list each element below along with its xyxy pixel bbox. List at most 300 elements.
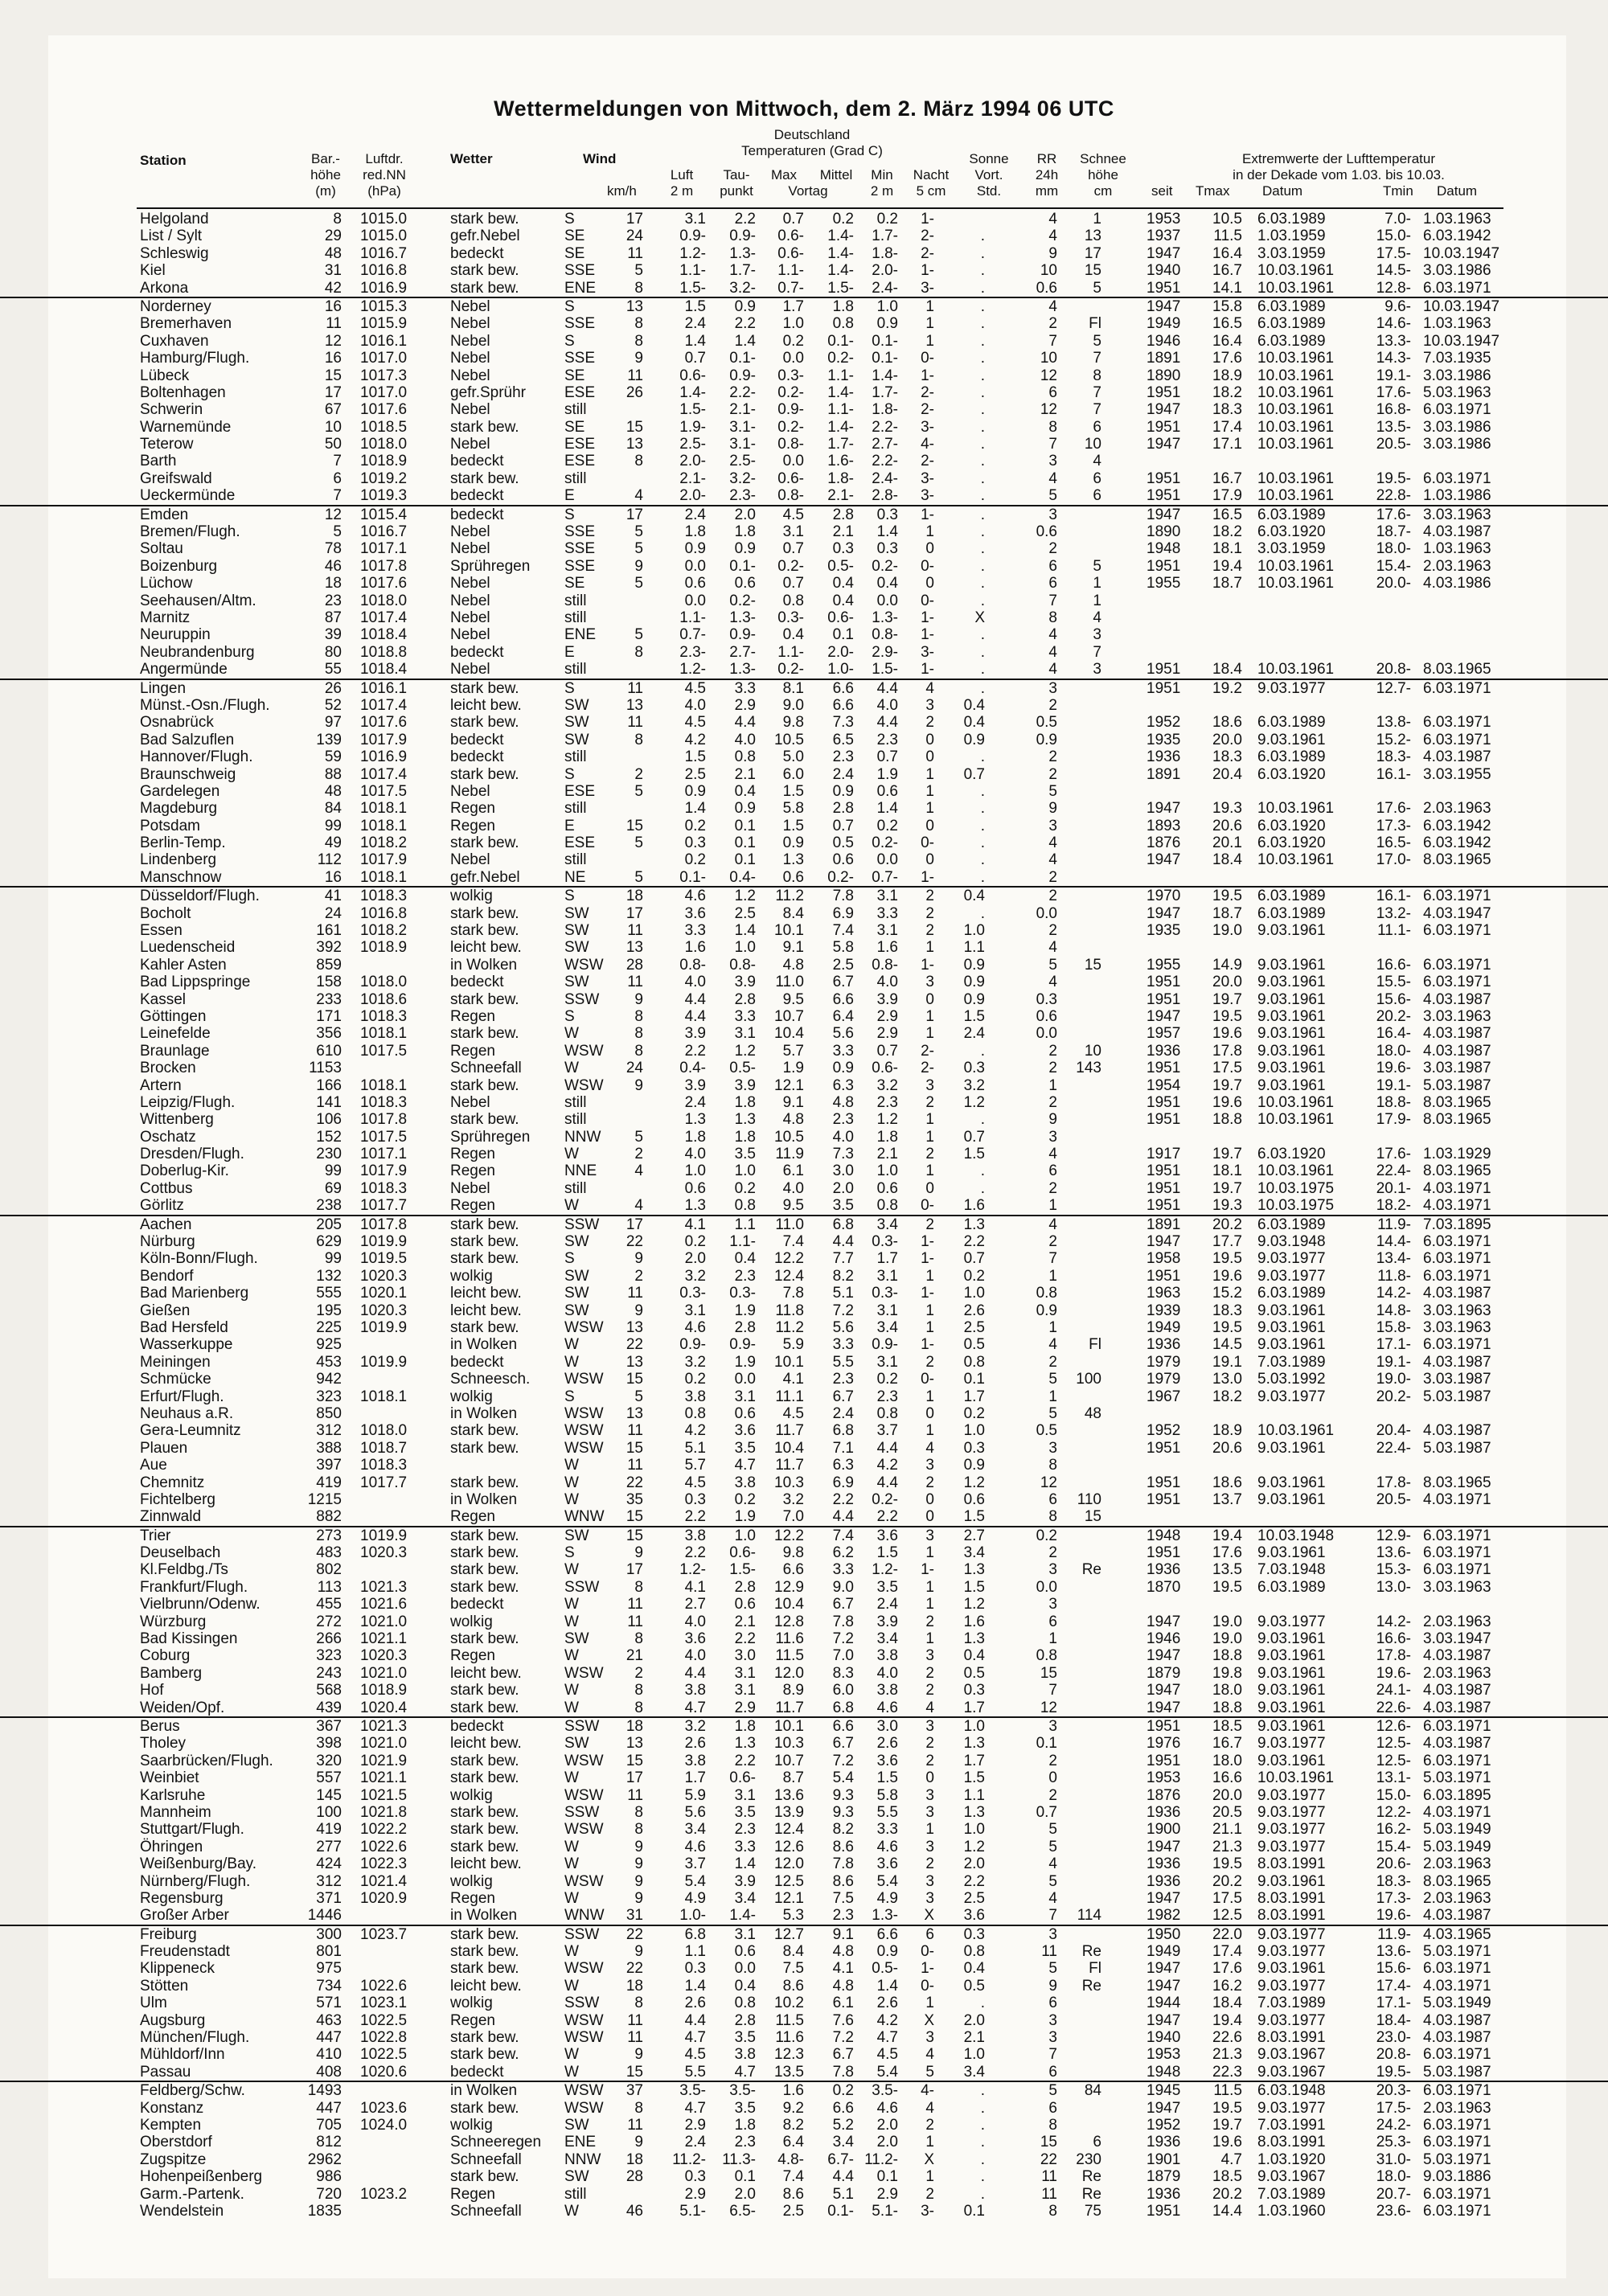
weather: stark bew.	[450, 834, 519, 852]
table-row: Würzburg 272 1021.0 wolkig W 11 4.0 2.1 12.8 7.8 3.9 2 1.6 6 1947 19.0 9.03.1977 -14.2 2.03.1963	[140, 1613, 1491, 1630]
record-since: 1951	[1147, 487, 1181, 505]
station-name: Emden	[140, 506, 189, 523]
record-tmax-date: 6.03.1920	[1257, 523, 1326, 541]
record-tmax-date: 9.03.1967	[1257, 2046, 1326, 2064]
station-name: Würzburg	[140, 1613, 207, 1630]
pressure: 1022.6	[360, 1838, 408, 1855]
record-tmin-date: 6.03.1971	[1423, 2082, 1491, 2100]
record-tmin-date: 4.03.1987	[1423, 1647, 1491, 1665]
table-row: Norderney 16 1015.3 Nebel S 13 1.5 0.9 1.7 1.8 1.0 1 . 4 1947 15.8 6.03.1989 -9.6 10.03.1947	[140, 297, 1500, 315]
weather: Nebel	[450, 401, 490, 419]
record-tmax-date: 7.03.1989	[1257, 1995, 1326, 2012]
wind-direction: SSW	[564, 1925, 600, 1943]
table-row: Meiningen 453 1019.9 bedeckt W 13 3.2 1.9 10.1 5.5 3.1 2 0.8 2 1979 19.1 7.03.1989 -19.1 4.03.1987	[140, 1353, 1491, 1371]
header-datum-min: Datum	[1437, 183, 1478, 199]
record-tmax-date: 9.03.1977	[1257, 1943, 1326, 1961]
record-tmax-date: 9.03.1977	[1257, 1250, 1326, 1268]
table-row: Leipzig/Flugh. 141 1018.3 Nebel still 2.4 1.8 9.1 4.8 2.3 2 1.2 2 1951 19.6 10.03.1961 -18.8 8.03.1965	[140, 1093, 1491, 1111]
station-name: Leipzig/Flugh.	[140, 1093, 236, 1111]
header-seit: seit	[1151, 183, 1173, 199]
pressure: 1019.9	[360, 1319, 408, 1336]
wind-direction: SW	[564, 974, 589, 991]
table-row: Hamburg/Flugh. 16 1017.0 Nebel SSE 9 0.7 -0.1 0.0 -0.2 -0.1 -0 . 10 7 1891 17.6 10.03.1961 -14.3 7.03.1935	[140, 350, 1491, 367]
station-name: Düsseldorf/Flugh.	[140, 888, 260, 905]
record-since: 1936	[1147, 748, 1181, 766]
pressure: 1017.8	[360, 1111, 408, 1129]
record-tmax-date: 10.03.1961	[1257, 557, 1335, 575]
header-max: Max	[770, 167, 798, 182]
header-vortag: Vortag	[788, 183, 828, 199]
table-row: Aue 397 1018.3 W 11 5.7 4.7 11.7 6.3 4.2 3 0.9 8	[140, 1457, 1057, 1474]
weather: in Wolken	[450, 956, 518, 974]
record-tmax-date: 9.03.1977	[1257, 1977, 1326, 1995]
pressure: 1017.8	[360, 1216, 408, 1233]
station-name: Frankfurt/Flugh.	[140, 1578, 248, 1596]
table-row: Angermünde 55 1018.4 Nebel still -1.2 -1.3 -0.2 -1.0 -1.5 -1 . 4 3 1951 18.4 10.03.1961 -20.8 8.03.1965	[140, 661, 1491, 679]
table-row: Doberlug-Kir. 99 1017.9 Regen NNE 4 1.0 1.0 6.1 3.0 1.0 1 . 6 1951 18.1 10.03.1961 -22.4 8.03.1965	[140, 1162, 1491, 1180]
record-tmax-date: 6.03.1948	[1257, 2082, 1326, 2100]
weather: leicht bew.	[450, 1735, 522, 1753]
table-row: Gießen 195 1020.3 leicht bew. SW 9 3.1 1.9 11.8 7.2 3.1 1 2.6 0.9 1939 18.3 9.03.1961 -14.8 3.03.1963	[140, 1302, 1491, 1319]
pressure: 1020.3	[360, 1267, 408, 1285]
wind-direction: NNE	[564, 1162, 597, 1180]
wind-direction: SSW	[564, 1995, 600, 2012]
record-tmax-date: 9.03.1961	[1257, 1007, 1326, 1025]
station-name: Coburg	[140, 1647, 191, 1665]
weather: Regen	[450, 2185, 495, 2203]
wind-direction: W	[564, 1060, 579, 1077]
pressure: 1019.3	[360, 487, 408, 505]
record-tmin-date: 4.03.1971	[1423, 1977, 1491, 1995]
record-tmin-date: 6.03.1942	[1423, 817, 1491, 834]
weather: stark bew.	[450, 1233, 519, 1251]
record-tmin-date: 1.03.1986	[1423, 487, 1491, 505]
wind-direction: S	[564, 1007, 575, 1025]
weather: leicht bew.	[450, 1302, 522, 1319]
record-tmax-date: 6.03.1989	[1257, 714, 1326, 732]
header-rr-3: mm	[1035, 183, 1059, 199]
record-since: 1951	[1147, 383, 1181, 401]
station-name: Essen	[140, 922, 183, 940]
station-name: Potsdam	[140, 817, 200, 834]
record-tmax-date: 9.03.1977	[1257, 1786, 1326, 1804]
record-since: 1979	[1147, 1371, 1181, 1388]
record-tmin-date: 6.03.1971	[1423, 469, 1491, 487]
pressure: 1018.4	[360, 661, 408, 679]
weather: Regen	[450, 1007, 495, 1025]
record-tmax-date: 9.03.1961	[1257, 1544, 1326, 1562]
weather: stark bew.	[450, 1803, 519, 1821]
table-row: Frankfurt/Flugh. 113 1021.3 stark bew. SSW 8 4.1 2.8 12.9 9.0 3.5 1 1.5 0.0 1870 19.5 6.03.1989 -13.0 3.03.1963	[140, 1578, 1491, 1596]
table-row: Kassel 233 1018.6 stark bew. SSW 9 4.4 2.8 9.5 6.6 3.9 0 0.9 0.3 1951 19.7 9.03.1961 -15.6 4.03.1987	[140, 990, 1491, 1008]
table-row: Stuttgart/Flugh. 419 1022.2 stark bew. WSW 8 3.4 2.3 12.4 8.2 3.3 1 1.0 5 1900 21.1 9.03.1977 -16.2 5.03.1949	[140, 1821, 1491, 1839]
record-tmin-date: 9.03.1886	[1423, 2168, 1491, 2186]
pressure: 1018.3	[360, 1093, 408, 1111]
weather: stark bew.	[450, 262, 519, 280]
record-tmax-date: 9.03.1961	[1257, 1872, 1326, 1890]
record-since: 1947	[1147, 904, 1181, 922]
station-name: Aue	[140, 1457, 167, 1474]
record-since: 1917	[1147, 1146, 1181, 1163]
record-tmax-date: 9.03.1961	[1257, 1490, 1326, 1508]
pressure: 1016.7	[360, 523, 408, 541]
station-name: Bocholt	[140, 904, 191, 922]
wind-direction: W	[564, 1682, 579, 1699]
pressure: 1023.6	[360, 2099, 408, 2117]
weather: Regen	[450, 1042, 495, 1060]
weather: stark bew.	[450, 469, 519, 487]
wind-direction: SSE	[564, 523, 596, 541]
record-tmin-date: 8.03.1965	[1423, 1474, 1491, 1491]
pressure: 1018.6	[360, 990, 408, 1008]
record-tmax-date: 10.03.1961	[1257, 661, 1335, 679]
record-since: 1951	[1147, 1544, 1181, 1562]
station-name: Gießen	[140, 1302, 191, 1319]
record-tmin-date: 3.03.1987	[1423, 1371, 1491, 1388]
weather: wolkig	[450, 2116, 493, 2134]
table-row: Wasserkuppe 925 in Wolken W 22 -0.9 -0.9 5.9 3.3 -0.9 -1 0.5 4 Fl 1936 14.5 9.03.1961 -17.1 6.03.1971	[140, 1336, 1491, 1354]
header-tmax: Tmax	[1196, 183, 1230, 199]
record-since: 1891	[1147, 350, 1181, 367]
weather: stark bew.	[450, 1527, 519, 1544]
record-since: 1951	[1147, 1197, 1181, 1215]
record-tmax-date: 6.03.1989	[1257, 888, 1326, 905]
table-row: Deuselbach 483 1020.3 stark bew. S 9 2.2 -0.6 9.8 6.2 1.5 1 3.4 2 1951 17.6 9.03.1961 -13.6 6.03.1971	[140, 1544, 1491, 1562]
record-tmax-date: 9.03.1961	[1257, 956, 1326, 974]
record-tmax-date: 9.03.1961	[1257, 1042, 1326, 1060]
station-name: Lüchow	[140, 575, 193, 592]
table-row: Hannover/Flugh. 59 1016.9 bedeckt still 1.5 0.8 5.0 2.3 0.7 0 . 2 1936 18.3 6.03.1989 -18.3 4.03.1987	[140, 748, 1491, 766]
table-row: Erfurt/Flugh. 323 1018.1 wolkig S 5 3.8 3.1 11.1 6.7 2.3 1 1.7 1 1967 18.2 9.03.1977 -20.2 5.03.1987	[140, 1388, 1491, 1405]
weather: Nebel	[450, 782, 490, 800]
weather: Schneefall	[450, 2202, 522, 2220]
header-bar-2: höhe	[310, 167, 341, 182]
record-since: 1947	[1147, 2099, 1181, 2117]
weather: bedeckt	[450, 453, 504, 470]
header-schnee-3: cm	[1093, 183, 1113, 199]
weather: wolkig	[450, 888, 493, 905]
record-since: 1935	[1147, 922, 1181, 940]
station-name: Tholey	[140, 1735, 187, 1753]
station-name: München/Flugh.	[140, 2029, 250, 2047]
record-tmin-date: 4.03.1987	[1423, 1735, 1491, 1753]
table-row: Weißenburg/Bay. 424 1022.3 leicht bew. W 9 3.7 1.4 12.0 7.8 3.6 2 2.0 4 1936 19.5 8.03.1991 -20.6 2.03.1963	[140, 1855, 1491, 1873]
record-tmin-date: 6.03.1971	[1423, 1561, 1491, 1579]
pressure: 1017.5	[360, 782, 408, 800]
station-name: Kahler Asten	[140, 956, 227, 974]
weather: stark bew.	[450, 1216, 519, 1233]
pressure: 1017.1	[360, 1146, 408, 1163]
table-row: Greifswald 6 1019.2 stark bew. still -2.1 -3.2 -0.6 -1.8 -2.4 -3 . 4 6 1951 16.7 10.03.1961 -19.5 6.03.1971	[140, 469, 1491, 487]
record-tmax-date: 9.03.1977	[1257, 1388, 1326, 1405]
record-tmax-date: 10.03.1961	[1257, 436, 1335, 453]
record-tmax-date: 9.03.1967	[1257, 2168, 1326, 2186]
record-tmax-date: 8.03.1991	[1257, 1855, 1326, 1873]
weather: Nebel	[450, 575, 490, 592]
record-tmax-date: 3.03.1959	[1257, 244, 1326, 262]
record-tmin-date: 6.03.1971	[1423, 1544, 1491, 1562]
table-row: Kiel 31 1016.8 stark bew. SSE 5 -1.1 -1.7 -1.1 -1.4 -2.0 -1 . 10 15 1940 16.7 10.03.1961 -14.5 3.03.1986	[140, 262, 1491, 280]
wind-direction: SE	[564, 244, 585, 262]
record-tmax-date: 10.03.1961	[1257, 418, 1335, 436]
station-name: Neuhaus a.R.	[140, 1404, 234, 1422]
weather: stark bew.	[450, 1578, 519, 1596]
station-name: Gardelegen	[140, 782, 220, 800]
weather: leicht bew.	[450, 939, 522, 957]
wind-direction: SE	[564, 367, 585, 384]
record-tmax-date: 9.03.1977	[1257, 1803, 1326, 1821]
record-since: 1979	[1147, 1353, 1181, 1371]
station-name: Feldberg/Schw.	[140, 2082, 245, 2100]
wind-direction: WSW	[564, 1821, 604, 1839]
weather: Nebel	[450, 661, 490, 679]
wind-direction: SW	[564, 714, 589, 732]
record-tmin-date: 3.03.1963	[1423, 1319, 1491, 1336]
record-tmin-date: 3.03.1947	[1423, 1630, 1491, 1648]
wind-direction: WSW	[564, 1439, 604, 1457]
station-name: Braunschweig	[140, 765, 236, 783]
wind-direction: SSE	[564, 557, 596, 575]
pressure: 1021.9	[360, 1752, 408, 1769]
station-name: Weiden/Opf.	[140, 1699, 225, 1716]
record-tmin-date: 6.03.1971	[1423, 714, 1491, 732]
station-name: Soltau	[140, 540, 183, 558]
record-tmax-date: 1.03.1960	[1257, 2202, 1326, 2220]
weather: Regen	[450, 1162, 495, 1180]
record-since: 1951	[1147, 679, 1181, 697]
record-tmax-date: 8.03.1991	[1257, 2134, 1326, 2151]
pressure: 1015.9	[360, 315, 408, 333]
weather: stark bew.	[450, 2099, 519, 2117]
record-since: 1947	[1147, 1682, 1181, 1699]
pressure: 1017.4	[360, 765, 408, 783]
header-5cm: 5 cm	[916, 183, 946, 199]
table-row: Schmücke 942 Schneesch. WSW 15 0.2 0.0 4.1 2.3 0.2 -0 0.1 5 100 1979 13.0 5.03.1992 -19.0 3.03.1987	[140, 1371, 1491, 1388]
station-name: Warnemünde	[140, 418, 232, 436]
weather: Nebel	[450, 315, 490, 333]
weather: stark bew.	[450, 1943, 519, 1961]
pressure: 1016.8	[360, 262, 408, 280]
station-group	[0, 505, 1608, 679]
table-row: Boizenburg 46 1017.8 Sprühregen SSE 9 0.0 -0.1 -0.2 -0.5 -0.2 -0 . 6 5 1951 19.4 10.03.1961 -15.4 2.03.1963	[140, 557, 1491, 575]
pressure: 1018.3	[360, 1007, 408, 1025]
pressure: 1016.9	[360, 279, 408, 297]
weather: stark bew.	[450, 211, 519, 228]
table-row: Gera-Leumnitz 312 1018.0 stark bew. WSW 11 4.2 3.6 11.7 6.8 3.7 1 1.0 0.5 1952 18.9 10.03.1961 -20.4 4.03.1987	[140, 1422, 1491, 1440]
wind-direction: S	[564, 506, 575, 523]
wind-direction: SW	[564, 1267, 589, 1285]
station-name: Weißenburg/Bay.	[140, 1855, 257, 1873]
table-row: Nürburg 629 1019.9 stark bew. SW 22 0.2 -1.1 7.4 4.4 -0.3 -1 2.2 2 1947 17.7 9.03.1948 -14.4 6.03.1971	[140, 1233, 1491, 1251]
weather: Nebel	[450, 367, 490, 384]
station-name: Großer Arber	[140, 1907, 229, 1925]
wind-direction: S	[564, 679, 575, 697]
wind-direction: S	[564, 1388, 575, 1405]
table-row: Nürnberg/Flugh. 312 1021.4 wolkig WSW 9 5.4 3.9 12.5 8.6 5.4 3 2.2 5 1936 20.2 9.03.1961 -18.3 8.03.1965	[140, 1872, 1491, 1890]
table-row: Cuxhaven 12 1016.1 Nebel S 8 1.4 1.4 0.2 -0.1 -0.1 1 . 7 5 1946 16.4 6.03.1989 -13.3 10.03.1947	[140, 332, 1500, 350]
pressure: 1018.3	[360, 888, 408, 905]
record-tmin-date: 4.03.1987	[1423, 990, 1491, 1008]
table-row: Bremerhaven 11 1015.9 Nebel SSE 8 2.4 2.2 1.0 0.8 0.9 1 . 2 Fl 1949 16.5 6.03.1989 -14.6 1.03.1963	[140, 315, 1491, 333]
record-tmax-date: 9.03.1961	[1257, 922, 1326, 940]
wind-direction: SSE	[564, 540, 596, 558]
record-tmin-date: 4.03.1987	[1423, 2011, 1491, 2029]
station-name: Schleswig	[140, 244, 209, 262]
record-tmin-date: 6.03.1971	[1423, 974, 1491, 991]
table-row: Großer Arber 1446 in Wolken WNW 31 -1.0 -1.4 5.3 2.3 -1.3 X 3.6 7 114 1982 12.5 8.03.1991 -19.6 4.03.1987	[140, 1907, 1491, 1925]
table-row: Hof 568 1018.9 stark bew. W 8 3.8 3.1 8.9 6.0 3.8 2 0.3 7 1947 18.0 9.03.1961 -24.1 4.03.1987	[140, 1682, 1491, 1699]
record-since: 1940	[1147, 2029, 1181, 2047]
record-tmin-date: 2.03.1963	[1423, 557, 1491, 575]
weather: Regen	[450, 817, 495, 834]
station-name: Schmücke	[140, 1371, 211, 1388]
record-tmax-date: 6.03.1989	[1257, 1285, 1326, 1302]
pressure: 1015.3	[360, 297, 408, 315]
wind-direction: W	[564, 1561, 579, 1579]
table-row: Feldberg/Schw. 1493 in Wolken WSW 37 -3.5 -3.5 1.6 0.2 -3.5 -4 . 5 84 1945 11.5 6.03.1948 -20.3 6.03.1971	[140, 2082, 1491, 2100]
wind-direction: ESE	[564, 834, 596, 852]
table-row: Ueckermünde 7 1019.3 bedeckt E 4 -2.0 -2.3 -0.8 -2.1 -2.8 -3 . 5 6 1951 17.9 10.03.1961 -22.8 1.03.1986	[140, 487, 1491, 505]
station-name: Wasserkuppe	[140, 1336, 233, 1354]
weather: in Wolken	[450, 1907, 518, 1925]
record-since: 1951	[1147, 1717, 1181, 1735]
record-tmax-date: 9.03.1961	[1257, 1076, 1326, 1094]
weather: Regen	[450, 2011, 495, 2029]
table-row: Augsburg 463 1022.5 Regen WSW 11 4.4 2.8 11.5 7.6 4.2 X 2.0 3 1947 19.4 9.03.1977 -18.4 4.03.1987	[140, 2011, 1491, 2029]
table-row: Schleswig 48 1016.7 bedeckt SE 11 -1.2 -1.3 -0.6 -1.4 -1.8 -2 . 9 17 1947 16.4 3.03.1959 -17.5 10.03.1947	[140, 244, 1500, 262]
table-row: Osnabrück 97 1017.6 stark bew. SW 11 4.5 4.4 9.8 7.3 4.4 2 0.4 0.5 1952 18.6 6.03.1989 -13.8 6.03.1971	[140, 714, 1491, 732]
record-tmin-date: 3.03.1963	[1423, 1302, 1491, 1319]
record-since: 1936	[1147, 1803, 1181, 1821]
wind-direction: SSE	[564, 262, 596, 280]
wind-direction: WSW	[564, 1319, 604, 1336]
record-tmin-date: 4.03.1987	[1423, 1699, 1491, 1716]
record-tmin-date: 10.03.1947	[1423, 332, 1500, 350]
record-since: 1948	[1147, 1527, 1181, 1544]
station-name: Berus	[140, 1717, 180, 1735]
station-name: Berlin-Temp.	[140, 834, 226, 852]
record-since: 1944	[1147, 1995, 1181, 2012]
header-luft-2: red.NN	[363, 167, 406, 182]
pressure: 1018.0	[360, 436, 408, 453]
pressure: 1017.0	[360, 350, 408, 367]
record-since: 1947	[1147, 1007, 1181, 1025]
record-tmin-date: 8.03.1965	[1423, 1162, 1491, 1180]
header-wetter: Wetter	[450, 151, 493, 166]
table-row: Saarbrücken/Flugh. 320 1021.9 stark bew. WSW 15 3.8 2.2 10.7 7.2 3.6 2 1.7 2 1951 18.0 9.03.1961 -12.5 6.03.1971	[140, 1752, 1491, 1769]
pressure: 1022.3	[360, 1855, 408, 1873]
record-tmin-date: 7.03.1895	[1423, 1216, 1491, 1233]
table-row: Essen 161 1018.2 stark bew. SW 11 3.3 1.4 10.1 7.4 3.1 2 1.0 2 1935 19.0 9.03.1961 -11.1 6.03.1971	[140, 922, 1491, 940]
weather: bedeckt	[450, 748, 504, 766]
table-row: Leinefelde 356 1018.1 stark bew. W 8 3.9 3.1 10.4 5.6 2.9 1 2.4 0.0 1957 19.6 9.03.1961 -16.4 4.03.1987	[140, 1025, 1491, 1043]
wind-direction: SW	[564, 1630, 589, 1648]
record-since: 1958	[1147, 1250, 1181, 1268]
table-row: Karlsruhe 145 1021.5 wolkig WSW 11 5.9 3.1 13.6 9.3 5.8 3 1.1 2 1876 20.0 9.03.1977 -15.0 6.03.1895	[140, 1786, 1491, 1804]
table-row: Berlin-Temp. 49 1018.2 stark bew. ESE 5 0.3 0.1 0.9 0.5 -0.2 -0 . 4 1876 20.1 6.03.1920 -16.5 6.03.1942	[140, 834, 1491, 852]
weather: stark bew.	[450, 679, 519, 697]
table-row: Bamberg 243 1021.0 leicht bew. WSW 2 4.4 3.1 12.0 8.3 4.0 2 0.5 15 1879 19.8 9.03.1961 -19.6 2.03.1963	[140, 1664, 1491, 1682]
station-name: Karlsruhe	[140, 1786, 206, 1804]
record-tmin-date: 6.03.1971	[1423, 922, 1491, 940]
record-since: 1949	[1147, 1943, 1181, 1961]
record-tmax-date: 10.03.1961	[1257, 350, 1335, 367]
record-tmin-date: 6.03.1971	[1423, 2185, 1491, 2203]
weather: wolkig	[450, 1388, 493, 1405]
record-tmax-date: 6.03.1989	[1257, 332, 1326, 350]
pressure: 1018.1	[360, 1076, 408, 1094]
pressure: 1018.0	[360, 1422, 408, 1440]
weather: bedeckt	[450, 244, 504, 262]
station-name: Bremen/Flugh.	[140, 523, 240, 541]
table-row: Neubrandenburg 80 1018.8 bedeckt E 8 -2.3 -2.7 -1.1 -2.0 -2.9 -3 . 4 7	[140, 643, 1101, 661]
record-tmin-date: 6.03.1971	[1423, 1267, 1491, 1285]
wind-direction: SW	[564, 1233, 589, 1251]
wind-direction: WNW	[564, 1508, 605, 1526]
record-tmin-date: 4.03.1987	[1423, 1025, 1491, 1043]
table-row: Luedenscheid 392 1018.9 leicht bew. SW 13 1.6 1.0 9.1 5.8 1.6 1 1.1 4	[140, 939, 1057, 957]
pressure: 1015.4	[360, 506, 408, 523]
table-row: Seehausen/Altm. 23 1018.0 Nebel still 0.0 -0.2 0.8 0.4 0.0 -0 . 7 1	[140, 592, 1101, 609]
record-tmin-date: 8.03.1965	[1423, 851, 1491, 869]
record-tmax-date: 7.03.1991	[1257, 2116, 1326, 2134]
weather: stark bew.	[450, 1752, 519, 1769]
pressure: 1020.3	[360, 1647, 408, 1665]
weather: stark bew.	[450, 279, 519, 297]
wind-direction: S	[564, 1544, 575, 1562]
record-tmax-date: 10.03.1961	[1257, 1422, 1335, 1440]
record-tmax-date: 9.03.1967	[1257, 2063, 1326, 2081]
table-row: Lingen 26 1016.1 stark bew. S 11 4.5 3.3 8.1 6.6 4.4 4 . 3 1951 19.2 9.03.1977 -12.7 6.03.1971	[140, 679, 1491, 697]
record-tmin-date: 6.03.1895	[1423, 1786, 1491, 1804]
wind-direction: still	[564, 401, 587, 419]
station-name: Regensburg	[140, 1889, 224, 1907]
record-since: 1947	[1147, 1960, 1181, 1978]
record-tmin-date: 4.03.1971	[1423, 1179, 1491, 1197]
pressure: 1017.5	[360, 1042, 408, 1060]
station-group	[0, 1925, 1608, 2081]
table-row: Teterow 50 1018.0 Nebel ESE 13 -2.5 -3.1 -0.8 -1.7 -2.7 -4 . 7 10 1947 17.1 10.03.1961 -20.5 3.03.1986	[140, 436, 1491, 453]
record-tmax-date: 9.03.1961	[1257, 1439, 1326, 1457]
table-row: Lübeck 15 1017.3 Nebel SE 11 -0.6 -0.9 -0.3 -1.1 -1.4 -1 . 12 8 1890 18.9 10.03.1961 -19.1 3.03.1986	[140, 367, 1491, 384]
wind-direction: WSW	[564, 1872, 604, 1890]
table-row: Lindenberg 112 1017.9 Nebel still 0.2 0.1 1.3 0.6 0.0 0 . 4 1947 18.4 10.03.1961 -17.0 8.03.1965	[140, 851, 1491, 869]
header-extremwerte: Extremwerte der Lufttemperatur	[1242, 151, 1435, 166]
record-tmin-date: 6.03.1971	[1423, 1527, 1491, 1544]
station-name: Braunlage	[140, 1042, 210, 1060]
record-since: 1900	[1147, 1821, 1181, 1839]
record-since: 1870	[1147, 1578, 1181, 1596]
record-since: 1940	[1147, 262, 1181, 280]
weather: Regen	[450, 1647, 495, 1665]
weather: leicht bew.	[450, 1977, 522, 1995]
wind-direction: SSW	[564, 1216, 600, 1233]
wind-direction: WSW	[564, 1422, 604, 1440]
weather: bedeckt	[450, 506, 504, 523]
record-tmin-date: 5.03.1987	[1423, 1076, 1491, 1094]
record-since: 1937	[1147, 228, 1181, 245]
header-min: Min	[871, 167, 893, 182]
record-tmax-date: 6.03.1920	[1257, 834, 1326, 852]
record-tmax-date: 9.03.1977	[1257, 679, 1326, 697]
record-tmin-date: 3.03.1955	[1423, 765, 1491, 783]
station-name: Hohenpeißenberg	[140, 2168, 263, 2186]
weather: in Wolken	[450, 1404, 518, 1422]
record-since: 1947	[1147, 401, 1181, 419]
table-row: Görlitz 238 1017.7 Regen W 4 1.3 0.8 9.5 3.5 0.8 -0 1.6 1 1951 19.3 10.03.1975 -18.2 4.03.1971	[140, 1197, 1491, 1215]
station-group	[0, 1215, 1608, 1526]
table-row: Artern 166 1018.1 stark bew. WSW 9 3.9 3.9 12.1 6.3 3.2 3 3.2 1 1954 19.7 9.03.1961 -19.1 5.03.1987	[140, 1076, 1491, 1094]
